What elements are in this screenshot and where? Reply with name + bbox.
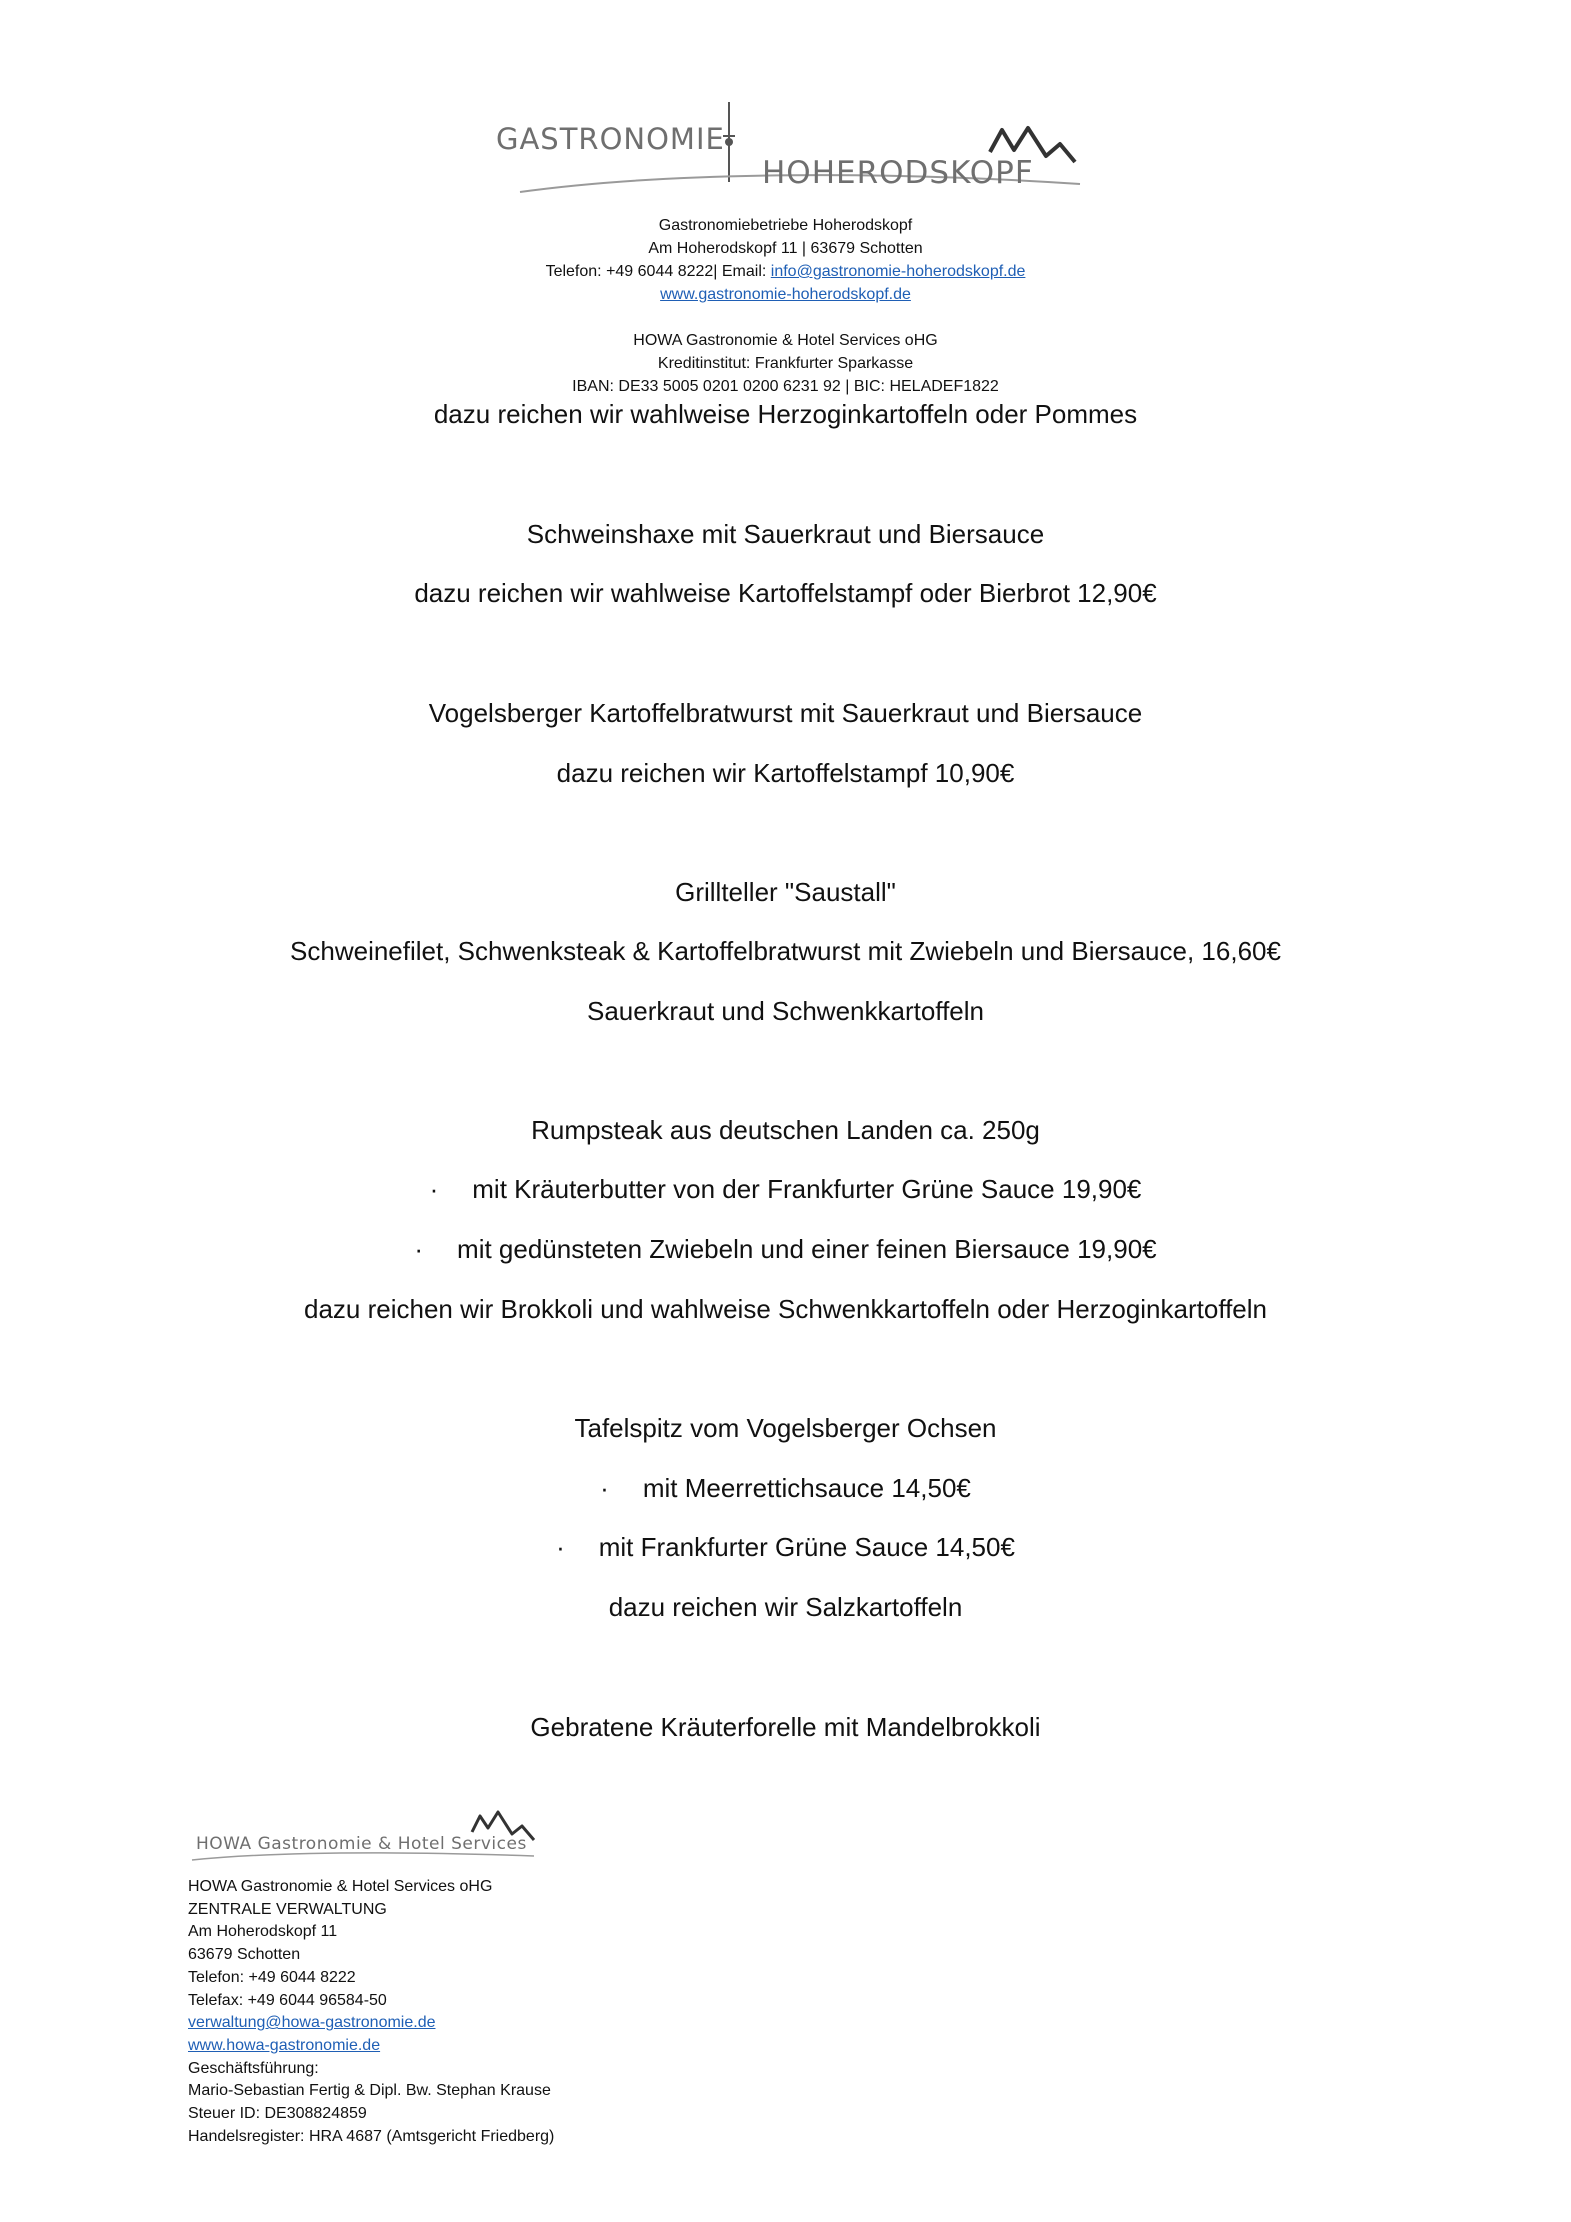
dish-tafelspitz-side: dazu reichen wir Salzkartoffeln [608, 1592, 963, 1622]
header-line-website [0, 283, 1571, 306]
dish-schweinshaxe-side: dazu reichen wir wahlweise Kartoffelstampf oder Bierbrot 12,90€ [414, 578, 1157, 608]
bullet: · [429, 1174, 439, 1204]
dish-tafelspitz-option [0, 1531, 1571, 1563]
header-line-iban: IBAN: DE33 5005 0201 0200 6231 92 | BIC: HELADEF1822 [572, 378, 999, 395]
menu-intro: dazu reichen wir wahlweise Herzoginkartoffeln oder Pommes [433, 399, 1138, 429]
option-text: mit gedünsteten Zwiebeln und einer feinen Biersauce 19,90€ [457, 1234, 1157, 1264]
dish-grillteller-side: Sauerkraut und Schwenkkartoffeln [587, 996, 984, 1026]
header-line-company: HOWA Gastronomie & Hotel Services oHG [633, 332, 938, 349]
dish-bratwurst-title: Vogelsberger Kartoffelbratwurst mit Sauerkraut und Biersauce [428, 698, 1143, 728]
dish-tafelspitz-option [0, 1472, 1571, 1504]
footer-dept: ZENTRALE VERWALTUNG [188, 1900, 387, 1918]
dish-rumpsteak-option [0, 1233, 1571, 1265]
howa-logo [182, 1808, 542, 1868]
header-phone-text: Telefon: +49 6044 8222| Email: [545, 263, 771, 280]
footer-register: Handelsregister: HRA 4687 (Amtsgericht Friedberg) [188, 2127, 555, 2145]
footer-management-names: Mario-Sebastian Fertig & Dipl. Bw. Stephan Krause [188, 2082, 551, 2100]
logo-word-gastronomie: GASTRONOMIE [496, 122, 725, 156]
header-line-company-group: Gastronomiebetriebe Hoherodskopf [658, 217, 913, 234]
header-email-link[interactable]: info@gastronomie-hoherodskopf.de [770, 263, 1026, 280]
footer-tax-id: Steuer ID: DE308824859 [188, 2105, 367, 2123]
header-line-contact [0, 260, 1571, 283]
footer-city: 63679 Schotten [188, 1946, 301, 1964]
dish-schweinshaxe-title: Schweinshaxe mit Sauerkraut und Biersauce [526, 519, 1045, 549]
howa-logo-text: HOWA Gastronomie & Hotel Services [196, 1834, 527, 1854]
dish-grillteller-desc: Schweinefilet, Schwenksteak & Kartoffelbratwurst mit Zwiebeln und Biersauce, 16,60€ [290, 936, 1281, 966]
bullet: · [600, 1473, 609, 1503]
dish-rumpsteak-option [0, 1173, 1571, 1205]
footer-company: HOWA Gastronomie & Hotel Services oHG [188, 1878, 493, 1895]
bullet: · [414, 1234, 424, 1264]
dish-tafelspitz-title: Tafelspitz vom Vogelsberger Ochsen [574, 1413, 997, 1443]
footer-info [188, 1876, 554, 2148]
footer-phone: Telefon: +49 6044 8222 [188, 1968, 356, 1986]
footer-fax: Telefax: +49 6044 96584-50 [188, 1991, 387, 2009]
footer-email-link[interactable]: verwaltung@howa-gastronomie.de [188, 2014, 436, 2032]
dish-rumpsteak-title: Rumpsteak aus deutschen Landen ca. 250g [531, 1115, 1040, 1145]
footer-management-label: Geschäftsführung: [188, 2059, 319, 2077]
option-text: mit Kräuterbutter von der Frankfurter Grüne Sauce 19,90€ [472, 1174, 1142, 1204]
gastronomie-hoherodskopf-logo [480, 100, 1100, 200]
footer-website-link[interactable]: www.howa-gastronomie.de [188, 2036, 381, 2054]
header-website-link[interactable]: www.gastronomie-hoherodskopf.de [660, 286, 911, 303]
header-line-address: Am Hoherodskopf 11 | 63679 Schotten [648, 240, 923, 257]
dish-bratwurst-side: dazu reichen wir Kartoffelstampf 10,90€ [556, 758, 1015, 788]
header-line-bank: Kreditinstitut: Frankfurter Sparkasse [657, 355, 914, 372]
dish-forelle-title: Gebratene Kräuterforelle mit Mandelbrokkoli [530, 1712, 1041, 1742]
dish-rumpsteak-side: dazu reichen wir Brokkoli und wahlweise Schwenkkartoffeln oder Herzoginkartoffeln [304, 1294, 1267, 1324]
footer-street: Am Hoherodskopf 11 [188, 1923, 338, 1941]
bullet: · [556, 1532, 565, 1562]
dish-grillteller-title: Grillteller "Saustall" [675, 877, 896, 907]
logo-word-hoherodskopf: HOHERODSKOPF [762, 155, 1034, 191]
option-text: mit Meerrettichsauce 14,50€ [642, 1473, 971, 1503]
option-text: mit Frankfurter Grüne Sauce 14,50€ [598, 1532, 1015, 1562]
